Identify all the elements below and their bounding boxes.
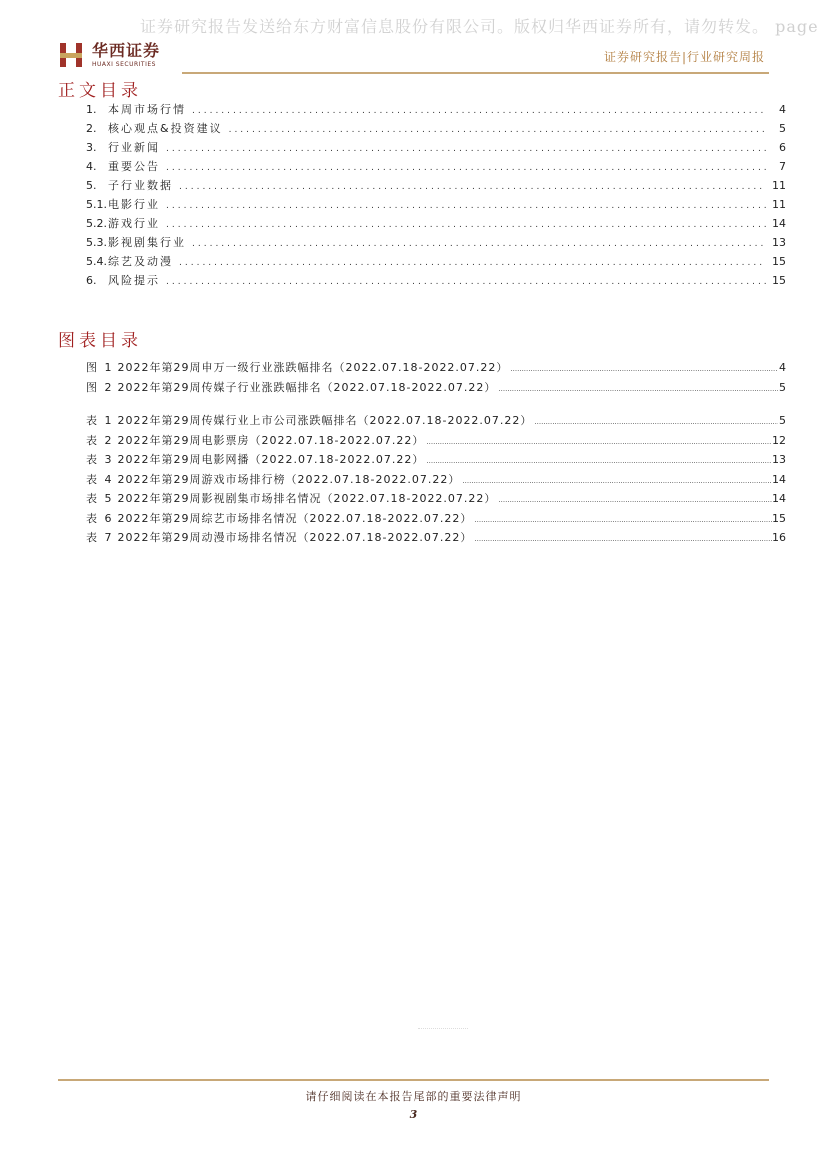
toc-entry-label: 子行业数据: [108, 179, 173, 192]
entry-prefix: 表 6: [86, 511, 114, 525]
leader-dots: [474, 511, 772, 530]
toc-entry-label: 游戏行业: [108, 217, 160, 230]
footer-divider: [58, 1079, 769, 1081]
entry-prefix: 图 1: [86, 361, 114, 374]
toc-entry-number: 5.2.: [86, 217, 107, 230]
toc-entry-page: 13: [772, 236, 786, 249]
leader-dots: [179, 254, 766, 272]
entry-label: 2022年第29周综艺市场排名情况（2022.07.18-2022.07.22）: [117, 511, 473, 525]
table-entry[interactable]: [86, 490, 786, 510]
toc-entry-number: 4.: [86, 160, 97, 173]
toc-entry-label: 影视剧集行业: [108, 236, 186, 249]
page-number: 3: [409, 1108, 418, 1121]
entry-page: 13: [772, 453, 786, 466]
toc-entry-page: 5: [779, 122, 786, 135]
entry-label: 2022年第29周游戏市场排行榜（2022.07.18-2022.07.22）: [117, 472, 461, 486]
entry-page: 14: [772, 492, 786, 505]
entry-label: 2022年第29周传媒子行业涨跌幅排名（2022.07.18-2022.07.22）: [117, 380, 497, 394]
entry-page: 16: [772, 531, 786, 544]
toc-entry-number: 5.: [86, 179, 97, 192]
table-entry[interactable]: [86, 451, 786, 471]
entry-prefix: 表 1: [86, 414, 114, 427]
entry-label: 2022年第29周传媒行业上市公司涨跌幅排名（2022.07.18-2022.07.22）: [117, 414, 533, 427]
entry-label: 2022年第29周电影票房（2022.07.18-2022.07.22）: [117, 433, 425, 447]
toc-entry[interactable]: [86, 196, 786, 215]
toc-entry[interactable]: [86, 158, 786, 177]
header-divider: [182, 72, 769, 74]
toc-entry[interactable]: [86, 101, 786, 120]
entry-label: 2022年第29周申万一级行业涨跌幅排名（2022.07.18-2022.07.22）: [117, 361, 509, 374]
toc-entry-label: 风险提示: [108, 274, 160, 287]
logo-name-cn: 华西证券: [92, 40, 161, 60]
toc-entry[interactable]: [86, 139, 786, 158]
entry-label: 2022年第29周动漫市场排名情况（2022.07.18-2022.07.22）: [117, 531, 473, 544]
toc-entry-number: 1.: [86, 103, 97, 116]
toc-entry-label: 电影行业: [108, 198, 160, 211]
chart-entry[interactable]: [86, 359, 786, 379]
toc-entry[interactable]: [86, 120, 786, 139]
company-logo: [58, 40, 160, 70]
toc-entry-number: 5.3.: [86, 236, 107, 249]
watermark-text: 证券研究报告发送给东方财富信息股份有限公司。版权归华西证券所有，请勿转发。 page: [140, 17, 819, 36]
faint-divider: [418, 1028, 468, 1030]
toc-entry-page: 4: [779, 103, 786, 116]
report-type-label: 证券研究报告|行业研究周报: [603, 50, 765, 64]
entry-page: 4: [779, 361, 786, 374]
figures-list: [86, 359, 786, 549]
leader-dots: [498, 380, 778, 399]
toc-entry-label: 重要公告: [108, 160, 160, 173]
leader-dots: [166, 216, 766, 234]
entry-page: 5: [779, 414, 786, 427]
toc-entry-page: 11: [772, 198, 786, 211]
entry-prefix: 表 2: [86, 433, 114, 447]
leader-dots: [426, 433, 772, 452]
entry-page: 5: [779, 380, 786, 394]
toc-entry[interactable]: [86, 234, 786, 253]
leader-dots: [510, 360, 778, 379]
list-spacer: [86, 398, 786, 412]
toc-entry-label: 行业新闻: [108, 141, 160, 154]
chart-entry[interactable]: [86, 379, 786, 399]
leader-dots: [462, 472, 772, 491]
toc-entry-number: 2.: [86, 122, 97, 135]
entry-prefix: 表 4: [86, 472, 114, 486]
entry-label: 2022年第29周电影网播（2022.07.18-2022.07.22）: [117, 453, 425, 466]
toc-entry-page: 14: [772, 217, 786, 230]
leader-dots: [179, 178, 766, 196]
toc-entry-page: 7: [779, 160, 786, 173]
toc-entry[interactable]: [86, 177, 786, 196]
legal-notice: 请仔细阅读在本报告尾部的重要法律声明: [305, 1090, 522, 1103]
leader-dots: [166, 159, 766, 177]
table-entry[interactable]: [86, 432, 786, 452]
entry-page: 15: [772, 511, 786, 525]
figures-title: 图表目录: [58, 331, 142, 351]
entry-prefix: 图 2: [86, 380, 114, 394]
toc-entry[interactable]: [86, 253, 786, 272]
leader-dots: [166, 140, 766, 158]
toc-title: 正文目录: [58, 81, 142, 101]
logo-mark-icon: [58, 41, 86, 69]
toc-entry-page: 15: [772, 274, 786, 287]
toc-entry-page: 15: [772, 255, 786, 268]
entry-page: 12: [772, 433, 786, 447]
leader-dots: [192, 102, 766, 120]
toc-entry-number: 5.1.: [86, 198, 107, 211]
toc-list: [86, 101, 786, 291]
leader-dots: [229, 121, 766, 139]
toc-entry-number: 3.: [86, 141, 97, 154]
toc-entry[interactable]: [86, 272, 786, 291]
logo-name-en: HUAXI SECURITIES: [92, 60, 156, 68]
table-entry[interactable]: [86, 510, 786, 530]
table-entry[interactable]: [86, 529, 786, 549]
toc-entry-label: 核心观点&投资建议: [108, 122, 223, 135]
leader-dots: [426, 452, 772, 471]
toc-entry-number: 5.4.: [86, 255, 107, 268]
toc-entry-page: 11: [772, 179, 786, 192]
toc-entry[interactable]: [86, 215, 786, 234]
leader-dots: [192, 235, 766, 253]
toc-entry-label: 本周市场行情: [108, 103, 186, 116]
leader-dots: [534, 413, 778, 432]
entry-prefix: 表 7: [86, 531, 114, 544]
leader-dots: [166, 273, 766, 291]
entry-label: 2022年第29周影视剧集市场排名情况（2022.07.18-2022.07.22）: [117, 492, 497, 505]
leader-dots: [474, 530, 772, 549]
entry-page: 14: [772, 472, 786, 486]
toc-entry-label: 综艺及动漫: [108, 255, 173, 268]
table-entry[interactable]: [86, 471, 786, 491]
entry-prefix: 表 3: [86, 453, 114, 466]
leader-dots: [166, 197, 766, 215]
table-entry[interactable]: [86, 412, 786, 432]
entry-prefix: 表 5: [86, 492, 114, 505]
toc-entry-page: 6: [779, 141, 786, 154]
toc-entry-number: 6.: [86, 274, 97, 287]
leader-dots: [498, 491, 772, 510]
